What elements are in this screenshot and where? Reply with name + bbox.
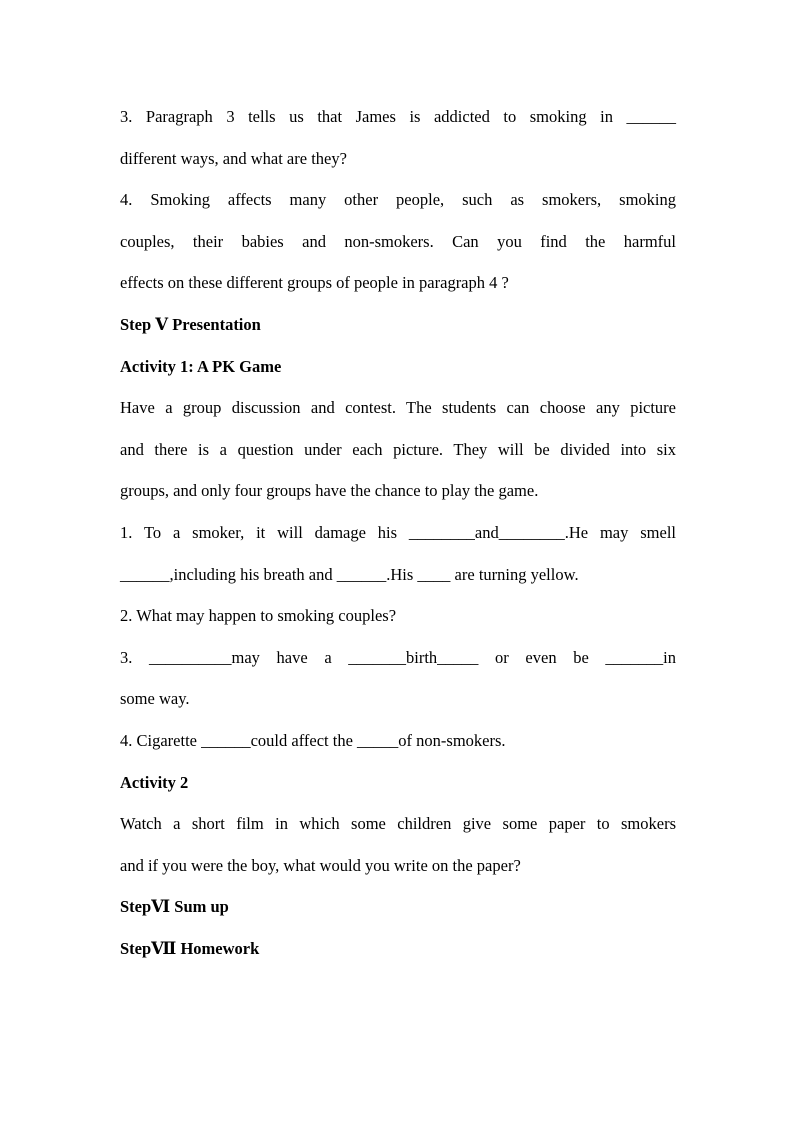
pk-question-3-line-1: 3. __________may have a _______birth_____ or even be _______in xyxy=(120,647,676,667)
question-4-line-2: couples, their babies and non-smokers. Can you find the harmful xyxy=(120,231,676,251)
activity-1-heading: Activity 1: A PK Game xyxy=(120,356,282,376)
activity-1-text-line-2: and there is a question under each picture. They will be divided into six xyxy=(120,439,676,459)
document-page xyxy=(120,96,676,969)
question-4-line-3: effects on these different groups of people in paragraph 4 ? xyxy=(120,273,509,293)
activity-1-text-line-3: groups, and only four groups have the chance to play the game. xyxy=(120,481,539,501)
activity-2-text-line-1: Watch a short film in which some children give some paper to smokers xyxy=(120,814,676,834)
activity-2-text-line-2: and if you were the boy, what would you write on the paper? xyxy=(120,855,521,875)
pk-question-1-line-2: ______,including his breath and ______.His ____ are turning yellow. xyxy=(120,564,579,584)
question-3-line-2: different ways, and what are they? xyxy=(120,148,347,168)
activity-2-heading: Activity 2 xyxy=(120,772,189,792)
step-5-heading: Step Ⅴ Presentation xyxy=(120,314,261,334)
question-4-line-1: 4. Smoking affects many other people, such as smokers, smoking xyxy=(120,190,676,210)
pk-question-4: 4. Cigarette ______could affect the _____of non-smokers. xyxy=(120,730,506,750)
activity-1-text-line-1: Have a group discussion and contest. The students can choose any picture xyxy=(120,398,676,418)
step-7-heading: StepⅦ Homework xyxy=(120,938,260,958)
step-6-heading: StepⅥ Sum up xyxy=(120,897,229,917)
pk-question-1-line-1: 1. To a smoker, it will damage his ________and________.He may smell xyxy=(120,522,676,542)
question-3-line-1: 3. Paragraph 3 tells us that James is addicted to smoking in ______ xyxy=(120,107,676,126)
pk-question-2: 2. What may happen to smoking couples? xyxy=(120,606,397,626)
pk-question-3-line-2: some way. xyxy=(120,689,190,709)
